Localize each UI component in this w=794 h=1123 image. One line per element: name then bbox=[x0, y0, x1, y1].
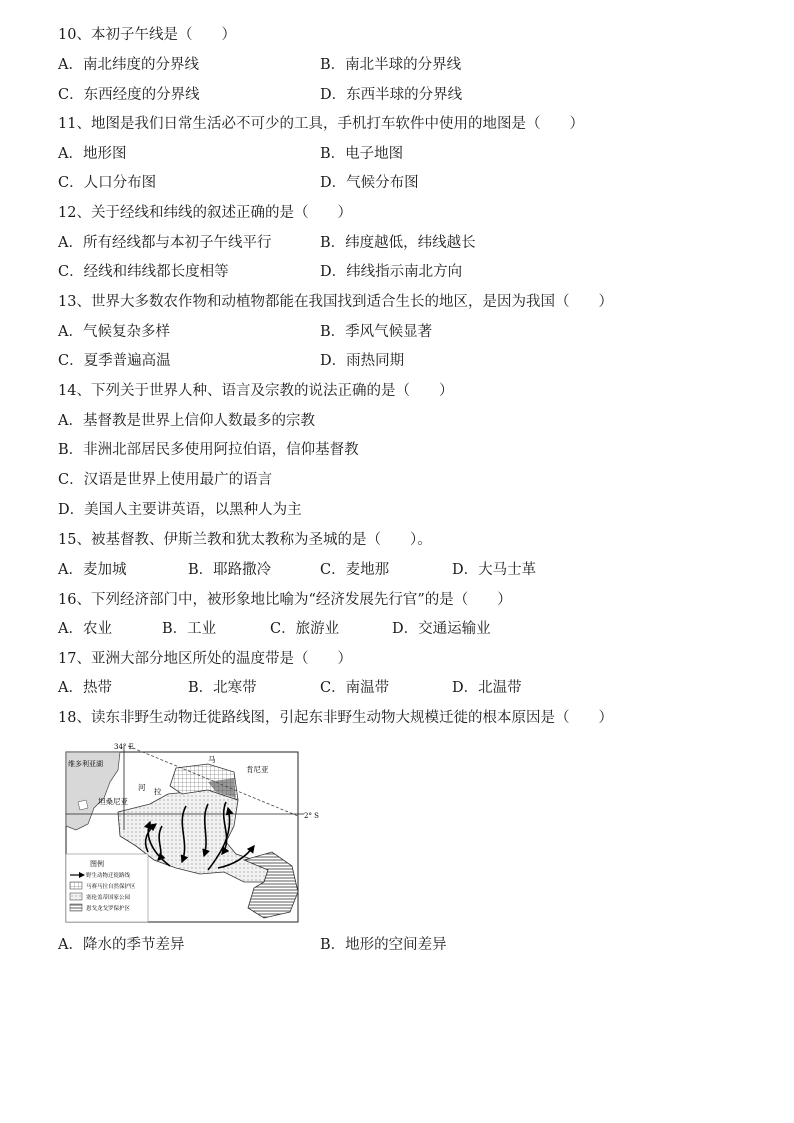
legend-item-serengeti: 塞伦盖蒂国家公园 bbox=[86, 895, 131, 901]
question-10-option-d: D．东西半球的分界线 bbox=[320, 87, 463, 103]
question-15-option-c: C．麦地那 bbox=[320, 562, 390, 578]
question-17-option-b: B．北寒带 bbox=[188, 680, 257, 696]
mara-label: 马 bbox=[208, 755, 216, 764]
river-label-1: 河 bbox=[138, 783, 146, 792]
question-12-option-a: A．所有经线都与本初子午线平行 bbox=[58, 235, 272, 251]
question-14-option-b: B．非洲北部居民多使用阿拉伯语，信仰基督教 bbox=[58, 442, 359, 458]
tanzania-label: 坦桑尼亚 bbox=[98, 797, 128, 806]
legend-item-ngorongoro: 恩戈龙戈罗保护区 bbox=[86, 906, 131, 912]
question-13-option-a: A．气候复杂多样 bbox=[58, 324, 170, 340]
question-17-option-a: A．热带 bbox=[58, 680, 112, 696]
question-13-option-b: B．季风气候显著 bbox=[320, 324, 433, 340]
question-12-option-c: C．经线和纬线都长度相等 bbox=[58, 264, 229, 280]
question-18-option-b: B．地形的空间差异 bbox=[320, 937, 447, 953]
longitude-label: 34° E bbox=[114, 743, 134, 751]
question-13-option-c: C．夏季普遍高温 bbox=[58, 353, 171, 369]
legend-item-migration: 野生动物迁徙路线 bbox=[86, 873, 131, 879]
question-15-option-d: D．大马士革 bbox=[452, 562, 537, 578]
question-10-option-c: C．东西经度的分界线 bbox=[58, 87, 200, 103]
question-15-option-a: A．麦加城 bbox=[58, 562, 127, 578]
east-africa-migration-map bbox=[58, 742, 328, 925]
question-12-option-d: D．纬线指示南北方向 bbox=[320, 264, 463, 280]
kenya-label: 肯尼亚 bbox=[246, 765, 269, 774]
river-label-2: 拉 bbox=[154, 787, 162, 796]
question-15-stem: 15、被基督教、伊斯兰教和犹太教称为圣城的是（ ）。 bbox=[58, 532, 432, 548]
question-17-option-d: D．北温带 bbox=[452, 680, 522, 696]
question-16-option-d: D．交通运输业 bbox=[392, 621, 491, 637]
question-13-option-d: D．雨热同期 bbox=[320, 353, 405, 369]
question-12-option-b: B．纬度越低，纬线越长 bbox=[320, 235, 476, 251]
question-11-option-b: B．电子地图 bbox=[320, 146, 404, 162]
question-11-option-a: A．地形图 bbox=[58, 146, 127, 162]
question-18-stem: 18、读东非野生动物迁徙路线图，引起东非野生动物大规模迁徙的根本原因是（ ） bbox=[58, 710, 613, 726]
question-17-option-c: C．南温带 bbox=[320, 680, 390, 696]
question-10-option-b: B．南北半球的分界线 bbox=[320, 57, 462, 73]
latitude-label: 2° S bbox=[304, 812, 319, 820]
question-17-stem: 17、亚洲大部分地区所处的温度带是（ ） bbox=[58, 651, 352, 667]
question-10-stem: 10、本初子午线是（ ） bbox=[58, 27, 236, 43]
question-11-stem: 11、地图是我们日常生活必不可少的工具，手机打车软件中使用的地图是（ ） bbox=[58, 116, 584, 132]
question-18-option-a: A．降水的季节差异 bbox=[58, 937, 185, 953]
question-15-option-b: B．耶路撒冷 bbox=[188, 562, 272, 578]
question-14-option-d: D．美国人主要讲英语，以黑种人为主 bbox=[58, 502, 302, 518]
question-11-option-c: C．人口分布图 bbox=[58, 175, 157, 191]
question-11-option-d: D．气候分布图 bbox=[320, 175, 419, 191]
question-14-option-a: A．基督教是世界上信仰人数最多的宗教 bbox=[58, 413, 315, 429]
legend-title: 图例 bbox=[90, 860, 104, 868]
question-14-stem: 14、下列关于世界人种、语言及宗教的说法正确的是（ ） bbox=[58, 383, 454, 399]
question-16-stem: 16、下列经济部门中，被形象地比喻为“经济发展先行官”的是（ ） bbox=[58, 592, 512, 608]
question-16-option-c: C．旅游业 bbox=[270, 621, 340, 637]
question-16-option-a: A．农业 bbox=[58, 621, 112, 637]
legend-item-masai-mara: 马赛马拉自然保护区 bbox=[86, 884, 136, 890]
question-12-stem: 12、关于经线和纬线的叙述正确的是（ ） bbox=[58, 205, 352, 221]
lake-label: 维多利亚湖 bbox=[68, 760, 103, 768]
question-13-stem: 13、世界大多数农作物和动植物都能在我国找到适合生长的地区，是因为我国（ ） bbox=[58, 294, 613, 310]
question-10-option-a: A．南北纬度的分界线 bbox=[58, 57, 199, 73]
question-16-option-b: B．工业 bbox=[162, 621, 217, 637]
question-14-option-c: C．汉语是世界上使用最广的语言 bbox=[58, 472, 273, 488]
